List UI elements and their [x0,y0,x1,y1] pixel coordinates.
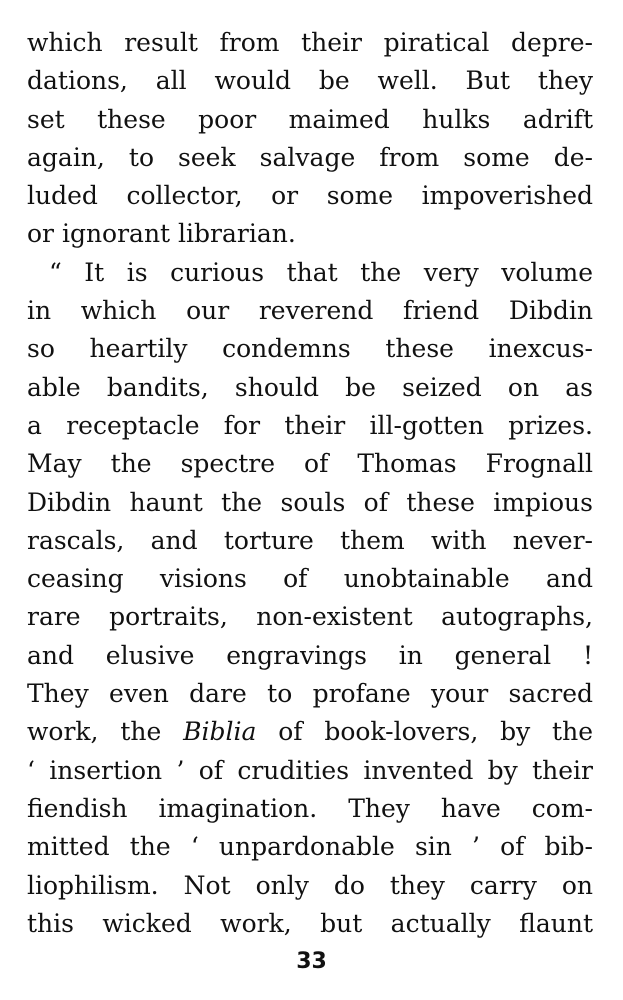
page-number: 33 [296,949,327,974]
text-line-with-italic [27,713,593,751]
text-line: again, to seek salvage from some de- [27,142,593,172]
text-line: fiendish imagination. They have com- [27,793,593,823]
text-line: set these poor maimed hulks adrift [27,104,593,134]
text-line: so heartily condemns these inexcus- [27,334,593,364]
text-line: and elusive engravings in general ! [27,640,593,670]
text-line: rare portraits, non-existent autographs, [27,602,593,632]
text-line: luded collector, or some impoverished [27,181,593,211]
text-line: dations, all would be well. But they [27,66,593,96]
body-text [27,24,593,943]
text-line: ceasing visions of unobtainable and [27,564,593,594]
text-line: Dibdin haunt the souls of these impious [27,487,593,517]
text-run: work, the [27,717,184,747]
text-line: or ignorant librarian. [27,219,296,249]
text-line: May the spectre of Thomas Frognall [27,449,593,479]
text-line: liophilism. Not only do they carry on [27,870,593,900]
text-line: in which our reverend friend Dibdin [27,296,593,326]
text-line: rascals, and torture them with never- [27,525,593,555]
book-title-italic: Biblia [183,717,257,747]
text-line: a receptacle for their ill-gotten prizes. [27,410,593,440]
text-line: which result from their piratical depre- [27,28,593,57]
text-line: ‘ insertion ’ of crudities invented by their [27,755,593,785]
text-line: “ It is curious that the very volume [49,257,593,287]
text-line: this wicked work, but actually flaunt [27,908,593,938]
text-run: of book-lovers, by the [256,717,593,747]
text-line: mitted the ‘ unpardonable sin ’ of bib- [27,832,593,862]
text-line: able bandits, should be seized on as [27,372,593,402]
text-line: They even dare to profane your sacred [27,679,593,709]
